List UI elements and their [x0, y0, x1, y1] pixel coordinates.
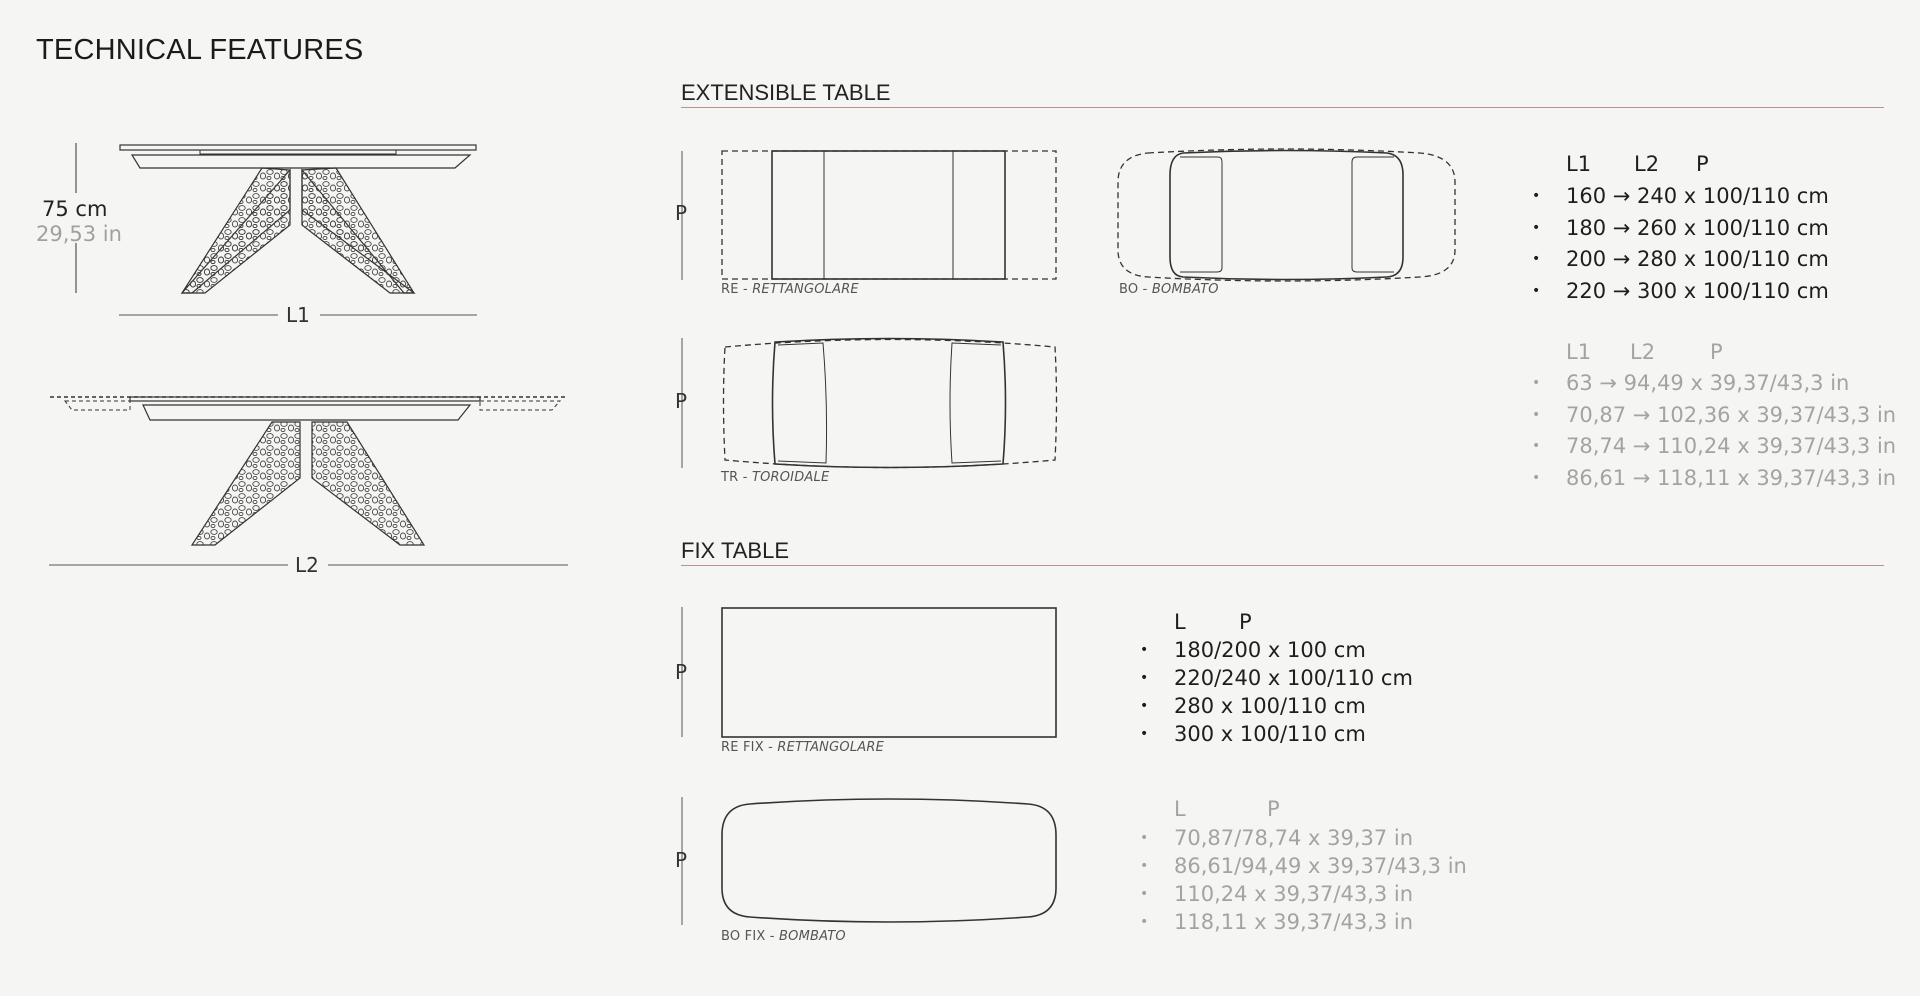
- list-item: • 70,87/78,74 x 39,37 in: [1140, 824, 1467, 852]
- caption-bo: BO - BOMBATO: [1119, 282, 1219, 297]
- shape-bo-drawing: [1118, 149, 1455, 281]
- shape-re-drawing: [682, 151, 1056, 280]
- table-extended-drawing: [50, 397, 568, 545]
- fix-rule: [681, 565, 1884, 566]
- list-item: • 200 → 280 x 100/110 cm: [1532, 244, 1829, 276]
- list-item: • 220 → 300 x 100/110 cm: [1532, 276, 1829, 308]
- shape-tr-drawing: [682, 338, 1057, 468]
- fix-cm-list: [1140, 636, 1413, 748]
- fix-in-header: L P: [1174, 797, 1280, 821]
- list-item: • 220/240 x 100/110 cm: [1140, 664, 1413, 692]
- list-item: • 78,74 → 110,24 x 39,37/43,3 in: [1532, 431, 1896, 463]
- caption-bo-fix: BO FIX - BOMBATO: [721, 929, 846, 944]
- list-item: • 180/200 x 100 cm: [1140, 636, 1413, 664]
- extensible-rule: [681, 107, 1884, 108]
- page-title: TECHNICAL FEATURES: [36, 34, 364, 66]
- shape-bo-fix-drawing: [682, 797, 1056, 925]
- list-item: • 118,11 x 39,37/43,3 in: [1140, 908, 1467, 936]
- list-item: • 300 x 100/110 cm: [1140, 720, 1413, 748]
- fix-in-list: [1140, 824, 1467, 936]
- table-closed-drawing: [120, 145, 476, 293]
- list-item: • 86,61 → 118,11 x 39,37/43,3 in: [1532, 463, 1896, 495]
- height-cm-label: 75 cm: [42, 197, 108, 221]
- list-item: • 280 x 100/110 cm: [1140, 692, 1413, 720]
- shape-re-fix-drawing: [682, 607, 1056, 737]
- list-item: • 160 → 240 x 100/110 cm: [1532, 181, 1829, 213]
- list-item: • 86,61/94,49 x 39,37/43,3 in: [1140, 852, 1467, 880]
- list-item: • 180 → 260 x 100/110 cm: [1532, 213, 1829, 245]
- extensible-p-label-1: P: [675, 201, 688, 225]
- fix-cm-header: L P: [1174, 610, 1252, 634]
- fix-heading: FIX TABLE: [681, 538, 790, 563]
- list-item: • 70,87 → 102,36 x 39,37/43,3 in: [1532, 400, 1896, 432]
- l2-label: L2: [295, 553, 319, 577]
- caption-re: RE - RETTANGOLARE: [721, 282, 859, 297]
- height-in-label: 29,53 in: [36, 222, 122, 246]
- list-item: • 63 → 94,49 x 39,37/43,3 in: [1532, 368, 1896, 400]
- extensible-in-header: L1 L2 P: [1566, 340, 1723, 364]
- extensible-cm-list: [1532, 181, 1829, 307]
- list-item: • 110,24 x 39,37/43,3 in: [1140, 880, 1467, 908]
- fix-p-label-1: P: [675, 660, 688, 684]
- fix-p-label-2: P: [675, 848, 688, 872]
- extensible-heading: EXTENSIBLE TABLE: [681, 80, 891, 105]
- caption-tr: TR - TOROIDALE: [721, 470, 830, 485]
- extensible-p-label-2: P: [675, 389, 688, 413]
- extensible-in-list: [1532, 368, 1896, 494]
- caption-re-fix: RE FIX - RETTANGOLARE: [721, 740, 885, 755]
- extensible-cm-header: L1 L2 P: [1566, 152, 1709, 176]
- l1-label: L1: [286, 303, 310, 327]
